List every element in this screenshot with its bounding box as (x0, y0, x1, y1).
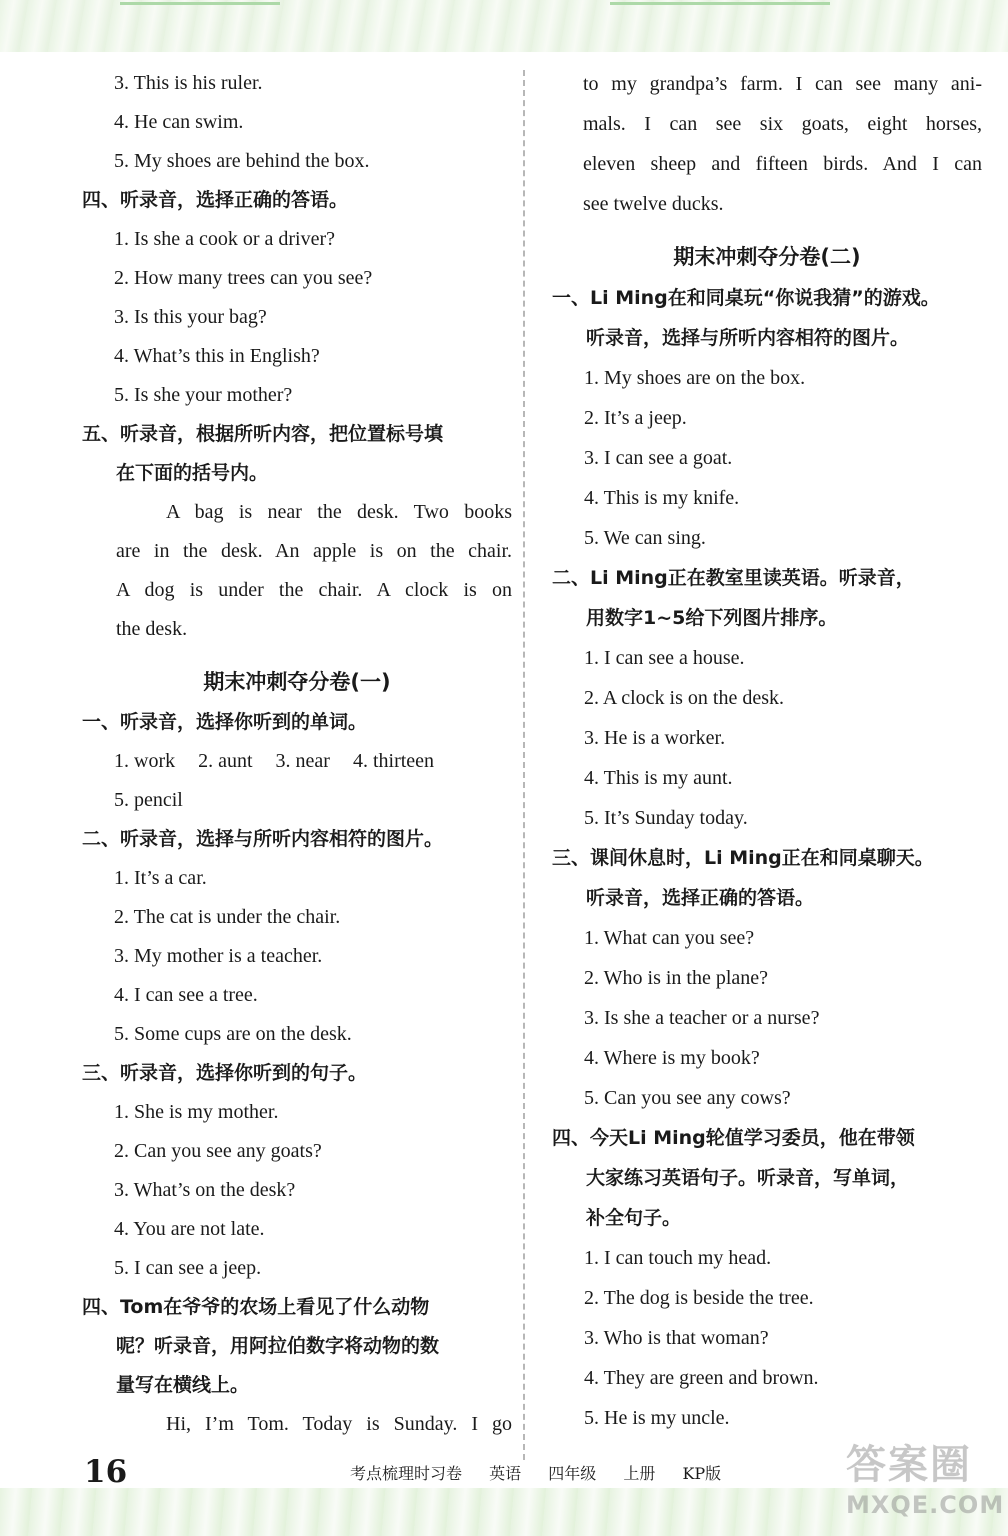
word-item: 2. aunt (198, 750, 253, 772)
list-item: 3. I can see a goat. (584, 447, 733, 469)
left-column (82, 64, 512, 1444)
paragraph-line: A dog is under the chair. A clock is on (116, 579, 512, 601)
section-heading: 四、听录音，选择正确的答语。 (82, 189, 349, 211)
word-item: 3. near (275, 750, 330, 772)
list-item: 2. A clock is on the desk. (584, 687, 784, 709)
list-item: 1. She is my mother. (114, 1101, 279, 1123)
list-item: 3. Who is that woman? (584, 1327, 769, 1349)
top-deco-bar (120, 2, 280, 5)
paragraph-line: see twelve ducks. (583, 193, 724, 215)
section-heading: 三、课间休息时，Li Ming正在和同桌聊天。 (552, 847, 934, 869)
list-item: 1. My shoes are on the box. (584, 367, 806, 389)
paragraph-line: to my grandpa’s farm. I can see many ani- (583, 73, 982, 95)
paragraph-line: Hi, I’m Tom. Today is Sunday. I go (166, 1413, 512, 1435)
list-item: 2. How many trees can you see? (114, 267, 373, 289)
list-item: 3. What’s on the desk? (114, 1179, 296, 1201)
footer-subject: 英语 (489, 1464, 522, 1483)
list-item: 4. You are not late. (114, 1218, 265, 1240)
list-item: 3. He is a worker. (584, 727, 726, 749)
watermark-logo (846, 1440, 1005, 1530)
list-item: 5. My shoes are behind the box. (114, 150, 370, 172)
list-item: 4. They are green and brown. (584, 1367, 819, 1389)
list-item: 3. My mother is a teacher. (114, 945, 323, 967)
word-item: 4. thirteen (352, 750, 435, 772)
paragraph-line: A bag is near the desk. Two books (166, 501, 512, 523)
list-item: 2. Who is in the plane? (584, 967, 769, 989)
list-item: 4. This is my aunt. (584, 767, 733, 789)
list-item: 2. The cat is under the chair. (114, 906, 341, 928)
section-heading: 一、听录音，选择你听到的单词。 (82, 711, 368, 733)
section-heading: 二、Li Ming正在教室里读英语。听录音， (552, 567, 915, 589)
right-column (552, 64, 982, 1438)
section-heading: 三、听录音，选择你听到的句子。 (82, 1062, 368, 1084)
list-item: 2. Can you see any goats? (114, 1140, 322, 1162)
list-item: 4. This is my knife. (584, 487, 740, 509)
section-heading: 五、听录音，根据所听内容，把位置标号填 (82, 423, 444, 445)
list-item: 4. He can swim. (114, 111, 244, 133)
exam-title: 期末冲刺夺分卷(一) (203, 670, 391, 694)
list-item: 3. Is she a teacher or a nurse? (584, 1007, 820, 1029)
section-heading: 四、今天Li Ming轮值学习委员，他在带领 (552, 1127, 915, 1149)
list-item: 4. I can see a tree. (114, 984, 258, 1006)
watermark-text: 答案圈 (846, 1442, 972, 1488)
exam-title: 期末冲刺夺分卷(二) (673, 245, 861, 269)
list-item: 2. It’s a jeep. (584, 407, 687, 429)
section-heading-cont: 用数字1~5给下列图片排序。 (586, 607, 838, 629)
list-item: 5. Some cups are on the desk. (114, 1023, 352, 1045)
column-divider (523, 70, 525, 1460)
list-item: 5. I can see a jeep. (114, 1257, 262, 1279)
section-heading-cont: 呢？听录音，用阿拉伯数字将动物的数 (116, 1335, 440, 1357)
section-heading-cont: 大家练习英语句子。听录音，写单词， (586, 1167, 910, 1189)
list-item: 4. What’s this in English? (114, 345, 320, 367)
section-heading-cont: 在下面的括号内。 (116, 462, 269, 484)
section-heading-cont: 量写在横线上。 (116, 1374, 250, 1396)
list-item: 5. He is my uncle. (584, 1407, 730, 1429)
section-heading-cont: 补全句子。 (586, 1207, 682, 1229)
section-heading: 一、Li Ming在和同桌玩“你说我猜”的游戏。 (552, 287, 940, 309)
section-heading: 四、Tom在爷爷的农场上看见了什么动物 (82, 1296, 430, 1318)
list-item: 1. What can you see? (584, 927, 755, 949)
footer-volume: 上册 (623, 1464, 656, 1483)
list-item: 3. This is his ruler. (114, 72, 263, 94)
watermark-url: MXQE.COM (846, 1491, 1005, 1519)
paragraph-line: eleven sheep and fifteen birds. And I can (583, 153, 982, 175)
word-item: 5. pencil (114, 789, 183, 811)
footer-edition: KP版 (682, 1464, 722, 1483)
word-item: 1. work (114, 750, 176, 772)
footer-book-info (350, 1462, 743, 1486)
footer-book-title: 考点梳理时习卷 (350, 1464, 463, 1483)
footer-grade: 四年级 (548, 1464, 597, 1483)
paragraph-line: are in the desk. An apple is on the chair. (116, 540, 512, 562)
list-item: 1. Is she a cook or a driver? (114, 228, 336, 250)
list-item: 4. Where is my book? (584, 1047, 760, 1069)
paragraph-line: the desk. (116, 618, 188, 640)
list-item: 5. Is she your mother? (114, 384, 293, 406)
list-item: 2. The dog is beside the tree. (584, 1287, 814, 1309)
word-list (82, 742, 512, 781)
section-heading-cont: 听录音，选择与所听内容相符的图片。 (586, 327, 910, 349)
list-item: 3. Is this your bag? (114, 306, 267, 328)
list-item: 1. I can see a house. (584, 647, 745, 669)
list-item: 5. Can you see any cows? (584, 1087, 791, 1109)
top-decoration (0, 0, 1008, 52)
top-deco-bar (610, 2, 830, 5)
list-item: 5. It’s Sunday today. (584, 807, 748, 829)
list-item: 1. I can touch my head. (584, 1247, 772, 1269)
section-heading-cont: 听录音，选择正确的答语。 (586, 887, 815, 909)
list-item: 5. We can sing. (584, 527, 706, 549)
page-number: 16 (84, 1454, 128, 1490)
section-heading: 二、听录音，选择与所听内容相符的图片。 (82, 828, 444, 850)
paragraph-line: mals. I can see six goats, eight horses, (583, 113, 982, 135)
list-item: 1. It’s a car. (114, 867, 207, 889)
